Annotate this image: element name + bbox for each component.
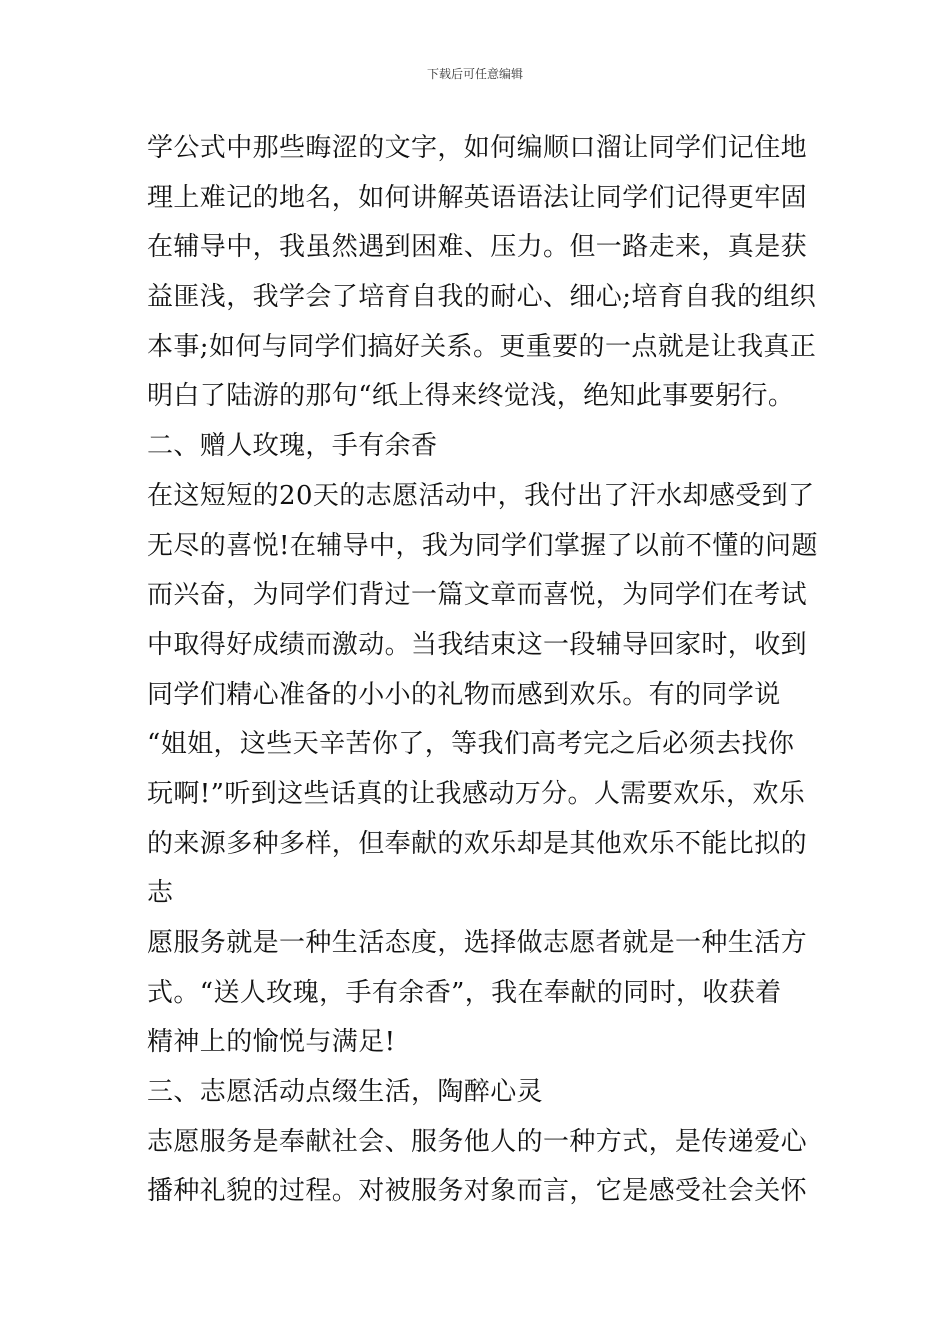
section-heading-2: 二、赠人玫瑰，手有余香 — [147, 431, 438, 462]
body-line: 中取得好成绩而激动。当我结束这一段辅导回家时，收到 — [147, 629, 808, 660]
page-header: 下载后可任意编辑 — [426, 67, 523, 81]
body-line: “姐姐，这些天辛苦你了，等我们高考完之后必须去找你 — [147, 729, 795, 760]
body-line: 本事;如何与同学们搞好关系。更重要的一点就是让我真正 — [147, 331, 817, 362]
body-line: 愿服务就是一种生活态度，选择做志愿者就是一种生活方 — [147, 928, 808, 958]
body-line: 的来源多种多样，但奉献的欢乐却是其他欢乐不能比拟的 — [147, 828, 808, 859]
body-line: 而兴奋，为同学们背过一篇文章而喜悦，为同学们在考试 — [147, 580, 808, 611]
body-line: 志愿服务是奉献社会、服务他人的一种方式，是传递爱心 — [147, 1126, 808, 1157]
body-line: 同学们精心准备的小小的礼物而感到欢乐。有的同学说 — [147, 679, 781, 710]
body-line: 明白了陆游的那句“纸上得来终觉浅，绝知此事要躬行。 — [147, 381, 795, 412]
body-line: 志 — [147, 878, 174, 909]
body-line: 无尽的喜悦!在辅导中，我为同学们掌握了以前不懂的问题 — [147, 530, 818, 561]
body-line: 益匪浅，我学会了培育自我的耐心、细心;培育自我的组织 — [147, 282, 817, 313]
body-line: 精神上的愉悦与满足! — [147, 1027, 396, 1058]
body-line: 播种礼貌的过程。对被服务对象而言，它是感受社会关怀 — [147, 1176, 808, 1207]
document-body — [147, 124, 818, 1217]
body-line: 在辅导中，我虽然遇到困难、压力。但一路走来，真是获 — [147, 232, 808, 263]
body-line: 玩啊!”听到这些话真的让我感动万分。人需要欢乐，欢乐 — [147, 778, 806, 809]
body-line: 学公式中那些晦涩的文字，如何编顺口溜让同学们记住地 — [147, 133, 808, 163]
body-line: 理上难记的地名，如何讲解英语语法让同学们记得更牢固 — [147, 182, 808, 213]
body-line: 式。“送人玫瑰，手有余香”，我在奉献的同时，收获着 — [147, 977, 782, 1008]
body-line: 在这短短的20天的志愿活动中，我付出了汗水却感受到了 — [147, 480, 815, 511]
section-heading-3: 三、志愿活动点缀生活，陶醉心灵 — [147, 1077, 544, 1108]
